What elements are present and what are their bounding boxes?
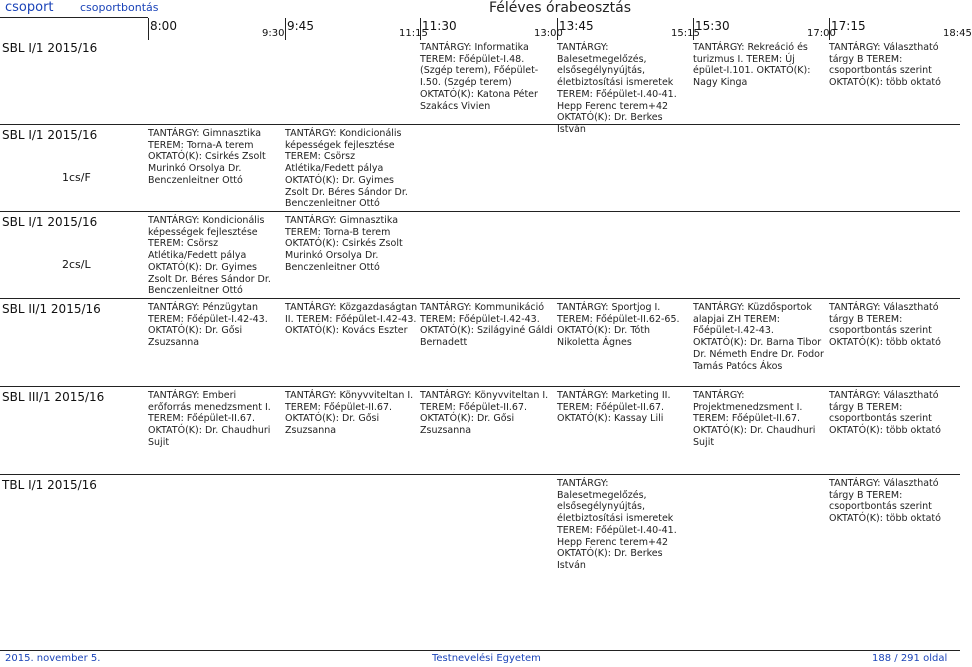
schedule-cell[interactable]: TANTÁRGY: Informatika TEREM: Főépület-I.48. (Szgép terem), Főépület-I.50. (Szgép terem) OKTATÓ(K): Katona Péter Szakács Vivien <box>420 42 539 112</box>
time-divider <box>693 18 694 40</box>
schedule-cell[interactable]: TANTÁRGY: Választható tárgy B TEREM: csoportbontás szerint OKTATÓ(K): több oktató <box>829 478 941 525</box>
schedule-cell[interactable]: TANTÁRGY: Emberi erőforrás menedzsment I. TEREM: Főépület-II.67. OKTATÓ(K): Dr. Chaudhuri Sujit <box>148 390 271 448</box>
time-end: 11:15 <box>399 28 428 39</box>
time-end: 9:30 <box>262 28 285 39</box>
page-title: Féléves órabeosztás <box>488 0 632 16</box>
row-group: 1cs/F <box>62 171 91 184</box>
time-end: 18:45 <box>943 28 972 39</box>
row-group: 2cs/L <box>62 258 91 271</box>
schedule-cell[interactable]: TANTÁRGY: Közgazdaságtan II. TEREM: Főépület-I.42-43. OKTATÓ(K): Kovács Eszter <box>285 302 418 337</box>
footer-page-number: 188 / 291 oldal <box>872 653 948 664</box>
schedule-cell[interactable]: TANTÁRGY: Rekreáció és turizmus I. TEREM: Új épület-I.101. OKTATÓ(K): Nagy Kinga <box>693 42 811 89</box>
time-start: 17:15 <box>831 19 866 33</box>
schedule-cell[interactable]: TANTÁRGY: Könyvviteltan I. TEREM: Főépület-II.67. OKTATÓ(K): Dr. Gősi Zsuzsanna <box>420 390 549 437</box>
time-start: 13:45 <box>559 19 594 33</box>
time-divider <box>285 18 286 40</box>
row-title: SBL I/1 2015/16 <box>2 128 98 142</box>
time-start: 8:00 <box>150 19 177 33</box>
schedule-cell[interactable]: TANTÁRGY: Választható tárgy B TEREM: csoportbontás szerint OKTATÓ(K): több oktató <box>829 42 941 89</box>
schedule-cell[interactable]: TANTÁRGY: Választható tárgy B TEREM: csoportbontás szerint OKTATÓ(K): több oktató <box>829 390 941 437</box>
row-title: SBL II/1 2015/16 <box>2 302 101 316</box>
tabs-underline <box>0 17 148 18</box>
schedule-cell[interactable]: TANTÁRGY: Küzdősportok alapjai ZH TEREM: Főépület-I.42-43. OKTATÓ(K): Dr. Barna Tibor Dr. Németh Endre Dr. Fodor Tamás Patócs Ákos <box>693 302 824 372</box>
schedule-cell[interactable]: TANTÁRGY: Balesetmegelőzés, elsősegélynyújtás, életbiztosítási ismeretek TEREM: Főépület-I.40-41. Hepp Ferenc terem+42 OKTATÓ(K): Dr. Berkes István <box>557 42 677 135</box>
row-divider <box>0 211 960 212</box>
schedule-cell[interactable]: TANTÁRGY: Gimnasztika TEREM: Torna-A terem OKTATÓ(K): Csirkés Zsolt Murinkó Orsolya Dr. Benczenleitner Ottó <box>148 128 266 186</box>
time-divider <box>148 18 149 40</box>
schedule-cell[interactable]: TANTÁRGY: Sportjog I. TEREM: Főépület-II.62-65. OKTATÓ(K): Dr. Tóth Nikoletta Ágnes <box>557 302 680 349</box>
time-end: 13:00 <box>534 28 563 39</box>
time-start: 11:30 <box>422 19 457 33</box>
schedule-cell[interactable]: TANTÁRGY: Gimnasztika TEREM: Torna-B terem OKTATÓ(K): Csirkés Zsolt Murinkó Orsolya Dr. Benczenleitner Ottó <box>285 215 403 273</box>
row-divider <box>0 298 960 299</box>
time-end: 15:15 <box>671 28 700 39</box>
schedule-cell[interactable]: TANTÁRGY: Kondicionális képességek fejlesztése TEREM: Csörsz Atlétika/Fedett pálya OKTATÓ(K): Dr. Gyimes Zsolt Dr. Béres Sándor Dr. Benczenleitner Ottó <box>285 128 408 210</box>
time-divider <box>829 18 830 40</box>
footer-date: 2015. november 5. <box>5 653 101 664</box>
schedule-cell[interactable]: TANTÁRGY: Kommunikáció TEREM: Főépület-I.42-43. OKTATÓ(K): Szilágyiné Gáldi Bernadett <box>420 302 553 349</box>
row-title: SBL III/1 2015/16 <box>2 390 105 404</box>
time-divider <box>420 18 421 40</box>
schedule-cell[interactable]: TANTÁRGY: Projektmenedzsment I. TEREM: Főépület-II.67. OKTATÓ(K): Dr. Chaudhuri Sujit <box>693 390 816 448</box>
time-start: 15:30 <box>695 19 730 33</box>
schedule-cell[interactable]: TANTÁRGY: Választható tárgy B TEREM: csoportbontás szerint OKTATÓ(K): több oktató <box>829 302 941 349</box>
row-title: SBL I/1 2015/16 <box>2 215 98 229</box>
row-title: TBL I/1 2015/16 <box>2 478 97 492</box>
time-divider <box>557 18 558 40</box>
schedule-cell[interactable]: TANTÁRGY: Könyvviteltan I. TEREM: Főépület-II.67. OKTATÓ(K): Dr. Gősi Zsuzsanna <box>285 390 414 437</box>
time-start: 9:45 <box>287 19 314 33</box>
footer-divider <box>0 650 960 651</box>
schedule-cell[interactable]: TANTÁRGY: Kondicionális képességek fejlesztése TEREM: Csörsz Atlétika/Fedett pálya OKTATÓ(K): Dr. Gyimes Zsolt Dr. Béres Sándor Dr. Benczenleitner Ottó <box>148 215 271 297</box>
schedule-cell[interactable]: TANTÁRGY: Balesetmegelőzés, elsősegélynyújtás, életbiztosítási ismeretek TEREM: Főépület-I.40-41. Hepp Ferenc terem+42 OKTATÓ(K): Dr. Berkes István <box>557 478 677 571</box>
tab-csoportbontas[interactable]: csoportbontás <box>80 1 159 14</box>
view-tabs <box>0 0 159 17</box>
footer-institution: Testnevelési Egyetem <box>432 653 541 664</box>
tab-csoport[interactable]: csoport <box>5 0 54 15</box>
schedule-cell[interactable]: TANTÁRGY: Pénzügytan TEREM: Főépület-I.42-43. OKTATÓ(K): Dr. Gősi Zsuzsanna <box>148 302 268 349</box>
row-title: SBL I/1 2015/16 <box>2 41 98 55</box>
time-end: 17:00 <box>807 28 836 39</box>
schedule-cell[interactable]: TANTÁRGY: Marketing II. TEREM: Főépület-II.67. OKTATÓ(K): Kassay Lili <box>557 390 671 425</box>
